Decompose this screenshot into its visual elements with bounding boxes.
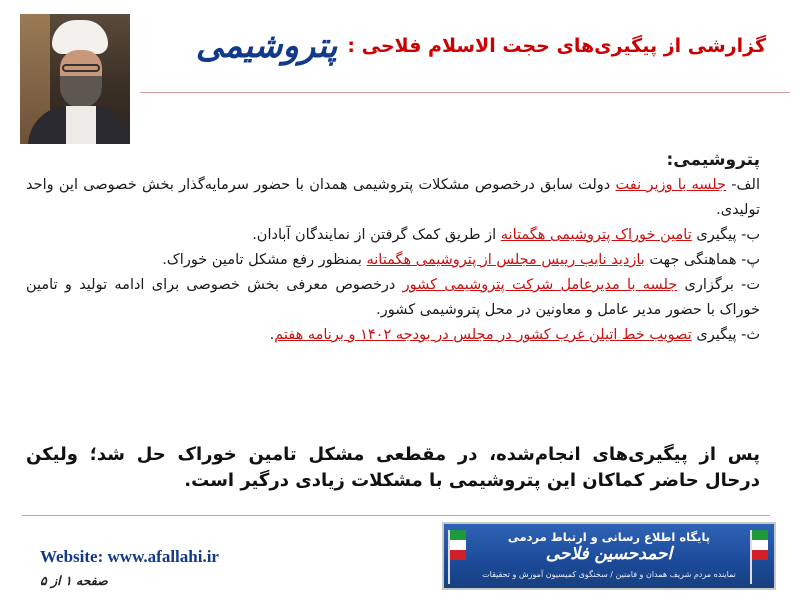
website-label: Website:: [40, 547, 108, 566]
item-text: درخصوص معرفی بخش خصوصی برای ادامه تولید و تامین خوراک با حضور مدیر عامل و معاونین در محل پتروشیمی کشور.: [26, 277, 760, 318]
list-item: [26, 273, 760, 323]
item-text: بمنظور رفع مشکل تامین خوراک.: [162, 252, 367, 268]
footer-banner[interactable]: [442, 522, 776, 590]
item-prefix: ت- برگزاری: [677, 277, 761, 293]
iran-flag-icon: [752, 530, 768, 560]
banner-title: [474, 530, 744, 564]
iran-flag-icon: [450, 530, 466, 560]
title-brand: پتروشیمی: [195, 26, 338, 66]
banner-subtitle: نماینده مردم شریف همدان و فامنین / سخنگوی کمیسیون آموزش و تحقیقات: [482, 570, 736, 579]
item-highlight: جلسه با مدیرعامل شرکت پتروشیمی کشور: [402, 277, 678, 293]
title-text: گزارشی از پیگیری‌های حجت الاسلام فلاحی :: [347, 35, 766, 57]
page-number: صفحه ۱ از ۵: [40, 573, 108, 588]
website-link[interactable]: [40, 547, 219, 567]
page-title: [196, 16, 766, 76]
website-url[interactable]: www.afallahi.ir: [107, 547, 219, 566]
item-highlight: تامین خوراک پتروشیمی هگمتانه: [500, 227, 692, 243]
list-item: [26, 248, 760, 273]
item-text: دولت سابق درخصوص مشکلات پتروشیمی همدان با حضور سرمایه‌گذار بخش خصوصی این واحد تولیدی.: [26, 177, 760, 218]
header-divider: [140, 92, 790, 93]
report-body: [26, 148, 760, 348]
portrait-photo: [20, 14, 130, 144]
section-heading: پتروشیمی:: [666, 150, 760, 170]
item-prefix: پ- هماهنگی جهت: [644, 252, 760, 268]
banner-prefix: پایگاه اطلاع رسانی و ارتباط مردمی: [507, 530, 711, 544]
banner-text: [474, 530, 744, 579]
item-prefix: الف-: [726, 177, 760, 193]
item-highlight: بازدید نایب رییس مجلس از پتروشیمی هگمتانه: [366, 252, 645, 268]
list-item: [26, 223, 760, 248]
conclusion-text: پس از پیگیری‌های انجام‌شده، در مقطعی مشکل تامین خوراک حل شد؛ ولیکن درحال حاضر کماکان این پتروشیمی با مشکلات زیادی درگیر است.: [26, 444, 760, 491]
item-prefix: ث- پیگیری: [691, 327, 760, 343]
item-highlight: جلسه با وزیر نفت: [615, 177, 726, 193]
item-text: .: [269, 327, 275, 343]
list-item: [26, 173, 760, 223]
banner-name: احمدحسین فلاحی: [545, 544, 673, 564]
item-text: از طریق کمک گرفتن از نمایندگان آبادان.: [252, 227, 501, 243]
item-highlight: تصویب خط اتیلن غرب کشور در مجلس در بودجه ۱۴۰۲ و برنامه هفتم: [274, 327, 692, 343]
item-prefix: ب- پیگیری: [691, 227, 760, 243]
footer-divider: [22, 515, 770, 516]
list-item: [26, 323, 760, 348]
